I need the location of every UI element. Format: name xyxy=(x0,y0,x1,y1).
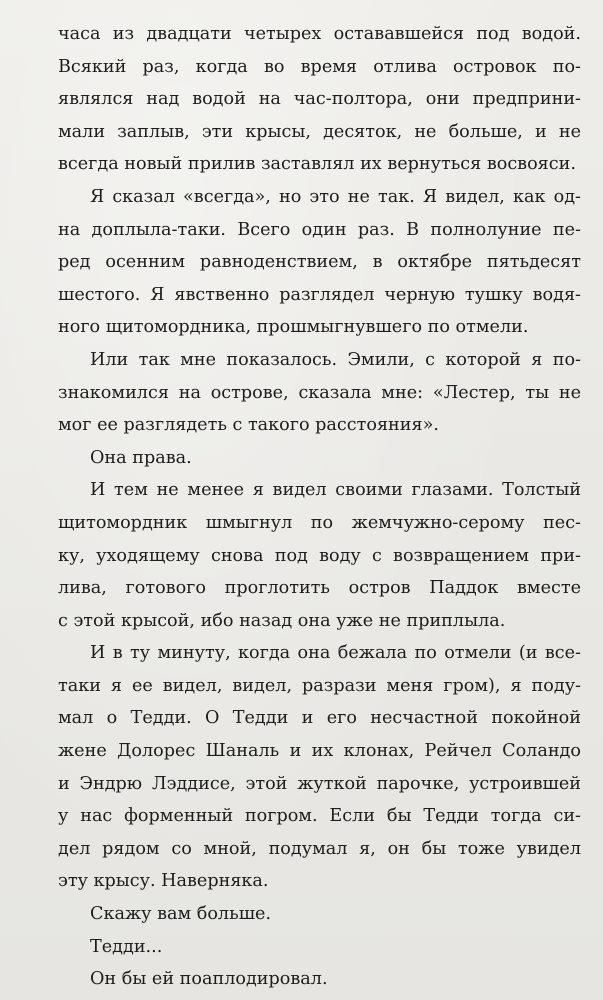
text-line: дел рядом со мной, подумал я, он бы тоже увидел xyxy=(58,838,581,859)
text-line: Он бы ей поаплодировал. xyxy=(90,969,328,990)
text-line: таки я ее видел, видел, разрази меня гром), я поду- xyxy=(58,675,581,696)
body-text xyxy=(58,18,581,996)
text-line: часа из двадцати четырех остававшейся под водой. xyxy=(58,24,581,44)
text-line: Она права. xyxy=(90,447,192,468)
text-line: мал о Тедди. О Тедди и его несчастной покойной xyxy=(58,708,581,729)
paragraph-8 xyxy=(58,931,581,964)
text-line: шестого. Я явственно разглядел черную тушку водя- xyxy=(58,284,581,305)
paragraph-2 xyxy=(58,181,581,344)
paragraph-7 xyxy=(58,898,581,931)
text-line: щитомордник шмыгнул по жемчужно-серому пес- xyxy=(58,512,581,533)
text-line: жене Долорес Шаналь и их клонах, Рейчел Соландо xyxy=(58,741,581,762)
paragraph-4 xyxy=(58,442,581,475)
text-line: знакомился на острове, сказала мне: «Лестер, ты не xyxy=(58,382,581,403)
text-line: Или так мне показалось. Эмили, с которой я по- xyxy=(90,349,581,370)
paragraph-9 xyxy=(58,963,581,996)
text-line: Скажу вам больше. xyxy=(90,904,272,925)
text-line: Всякий раз, когда во время отлива островок по- xyxy=(58,56,581,77)
text-line: ред осенним равноденствием, в октябре пятьдесят xyxy=(58,252,581,273)
text-line: у нас форменный погром. Если бы Тедди тогда си- xyxy=(58,806,581,827)
text-line: мог ее разглядеть с такого расстояния». xyxy=(58,415,439,436)
text-line: всегда новый прилив заставлял их вернуться восвояси. xyxy=(58,154,576,175)
text-line: с этой крысой, ибо назад она уже не приплыла. xyxy=(58,610,506,631)
text-line: на доплыла-таки. Всего один раз. В полнолуние пе- xyxy=(58,219,581,240)
paragraph-5 xyxy=(58,474,581,637)
text-line: мали заплыв, эти крысы, десяток, не больше, и не xyxy=(58,121,581,142)
text-line: ку, уходящему снова под воду с возвращением при- xyxy=(58,545,581,566)
text-line: являлся над водой на час-полтора, они предприни- xyxy=(58,89,581,110)
paragraph-6 xyxy=(58,637,581,898)
text-line: Тедди... xyxy=(90,936,163,957)
paragraph-3 xyxy=(58,344,581,442)
text-line: И в ту минуту, когда она бежала по отмели (и все- xyxy=(90,643,581,664)
text-line: И тем не менее я видел своими глазами. Толстый xyxy=(90,480,581,501)
text-line: лива, готового проглотить остров Паддок вместе xyxy=(58,578,581,599)
text-line: ного щитомордника, прошмыгнувшего по отмели. xyxy=(58,317,529,338)
text-line: и Эндрю Лэддисе, этой жуткой парочке, устроившей xyxy=(58,773,581,794)
text-line: эту крысу. Наверняка. xyxy=(58,871,269,892)
paragraph-1 xyxy=(58,18,581,181)
text-line: Я сказал «всегда», но это не так. Я видел, как од- xyxy=(90,186,581,207)
